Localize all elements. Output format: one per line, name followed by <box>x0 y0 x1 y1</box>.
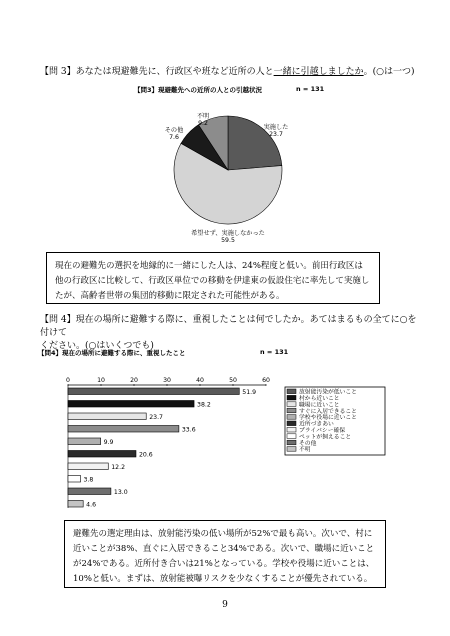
legend-label: プライバシー確保 <box>299 428 346 434</box>
x-tick-label: 60 <box>262 377 270 384</box>
question-4-text: 現在の場所に避難する際に、重視したことは何でしたか。あてはまるもの全てに○を付けて <box>40 315 417 338</box>
question-3-text: あなたは現避難先に、行政区や班など近所の人と <box>75 67 274 77</box>
legend-label: 職場に近いこと <box>299 402 340 409</box>
bar-value-label: 3.8 <box>83 476 94 484</box>
question-3-underlined: 一緒に引越しましたか <box>273 67 364 77</box>
bar <box>68 413 146 420</box>
pie-slice-value: 7.6 <box>169 134 179 141</box>
pie-slice-label: 不明 <box>196 113 210 120</box>
bar-value-label: 12.2 <box>111 464 126 471</box>
x-tick-label: 40 <box>196 377 204 384</box>
legend-label: 村から近いこと <box>299 396 340 402</box>
bar-value-label: 4.6 <box>86 501 97 508</box>
question-3-instruction: 。(○は一つ) <box>363 67 415 77</box>
bar-value-label: 33.6 <box>181 426 196 434</box>
bar-value-label: 38.2 <box>197 401 211 409</box>
legend-swatch <box>287 447 296 452</box>
legend-swatch <box>287 395 296 400</box>
bar-value-label: 9.9 <box>103 439 114 446</box>
x-tick-label: 50 <box>229 377 237 384</box>
legend-swatch <box>287 415 296 420</box>
question-4-instruction: ください。(○はいくつでも) <box>40 341 154 351</box>
bar <box>68 451 136 458</box>
bar <box>68 388 239 395</box>
pie-slice-label: 希望せず、実施しなかった <box>191 230 265 237</box>
pie-chart <box>128 85 378 255</box>
pie-slice-label: その他 <box>164 127 184 134</box>
chart-1-title: 【問3】現避難先への近所の人との引越状況 <box>134 86 263 94</box>
legend-swatch <box>287 434 296 439</box>
summary-1-text: 現在の避難先の選択を地縁的に一緒にした人は、24%程度と低い。前田行政区は他の行政区に比較して、行政区単位での移動を伊達東の仮設住宅に率先して実施したが、高齢者世帯の集団的移動に限定された可能性がある。 <box>55 261 370 301</box>
bar <box>68 463 108 470</box>
legend-swatch <box>287 440 296 445</box>
x-tick-label: 20 <box>130 377 138 384</box>
legend-swatch <box>287 427 296 432</box>
bar <box>68 401 194 408</box>
bar-chart <box>38 348 398 508</box>
legend-swatch <box>287 402 296 407</box>
bar-value-label: 51.9 <box>242 389 257 396</box>
legend-label: すぐに入居できること <box>299 408 357 415</box>
legend-label: 放射能汚染が低いこと <box>299 389 357 396</box>
summary-box-2 <box>64 520 386 588</box>
pie-slice-label: 実施した <box>263 124 289 131</box>
bar <box>68 488 111 495</box>
bar <box>68 438 101 445</box>
x-tick-label: 30 <box>163 377 171 384</box>
summary-box-1 <box>46 252 380 304</box>
legend-label: 近所づきあい <box>299 421 334 428</box>
bar <box>68 476 81 483</box>
bar-value-label: 13.0 <box>113 489 128 496</box>
legend-swatch <box>287 408 296 413</box>
legend-label: その他 <box>299 440 317 447</box>
bar-value-label: 23.7 <box>149 414 163 421</box>
legend-label: ペットが飼えること <box>299 434 352 441</box>
chart-1 <box>128 85 378 255</box>
page-number: 9 <box>222 600 228 610</box>
chart-1-sample-size: n = 131 <box>296 85 325 93</box>
bar-value-label: 20.6 <box>138 451 153 459</box>
pie-slice-value: 59.5 <box>221 237 235 244</box>
pie-slice-value: 9.2 <box>198 120 208 127</box>
chart-2 <box>38 348 398 508</box>
x-tick-label: 0 <box>66 377 70 384</box>
question-4-number: 【問 4】 <box>40 315 76 325</box>
pie-slice-value: 23.7 <box>269 131 283 138</box>
legend-label: 不明 <box>299 447 311 454</box>
legend-swatch <box>287 389 296 394</box>
question-3 <box>40 66 420 79</box>
legend-swatch <box>287 421 296 426</box>
bar <box>68 426 179 433</box>
chart-2-title: 【問4】現在の場所に避難する際に、重視したこと <box>38 349 186 357</box>
bar <box>68 501 83 508</box>
summary-2-text: 避難先の選定理由は、放射能汚染の低い場所が52%で最も高い。次いで、村に近いことが38%、直ぐに入居できること34%である。次いで、職場に近いことが24%である。近所付き合いは21%となっている。学校や役場に近いことは、10%と低い。まずは、放射能被曝リスクを少なくすることが優先されている。 <box>73 529 375 584</box>
x-tick-label: 10 <box>97 377 105 384</box>
legend-label: 学校や役場に近いこと <box>299 415 357 422</box>
chart-2-sample-size: n = 131 <box>260 348 289 356</box>
question-3-number: 【問 3】 <box>40 67 76 77</box>
